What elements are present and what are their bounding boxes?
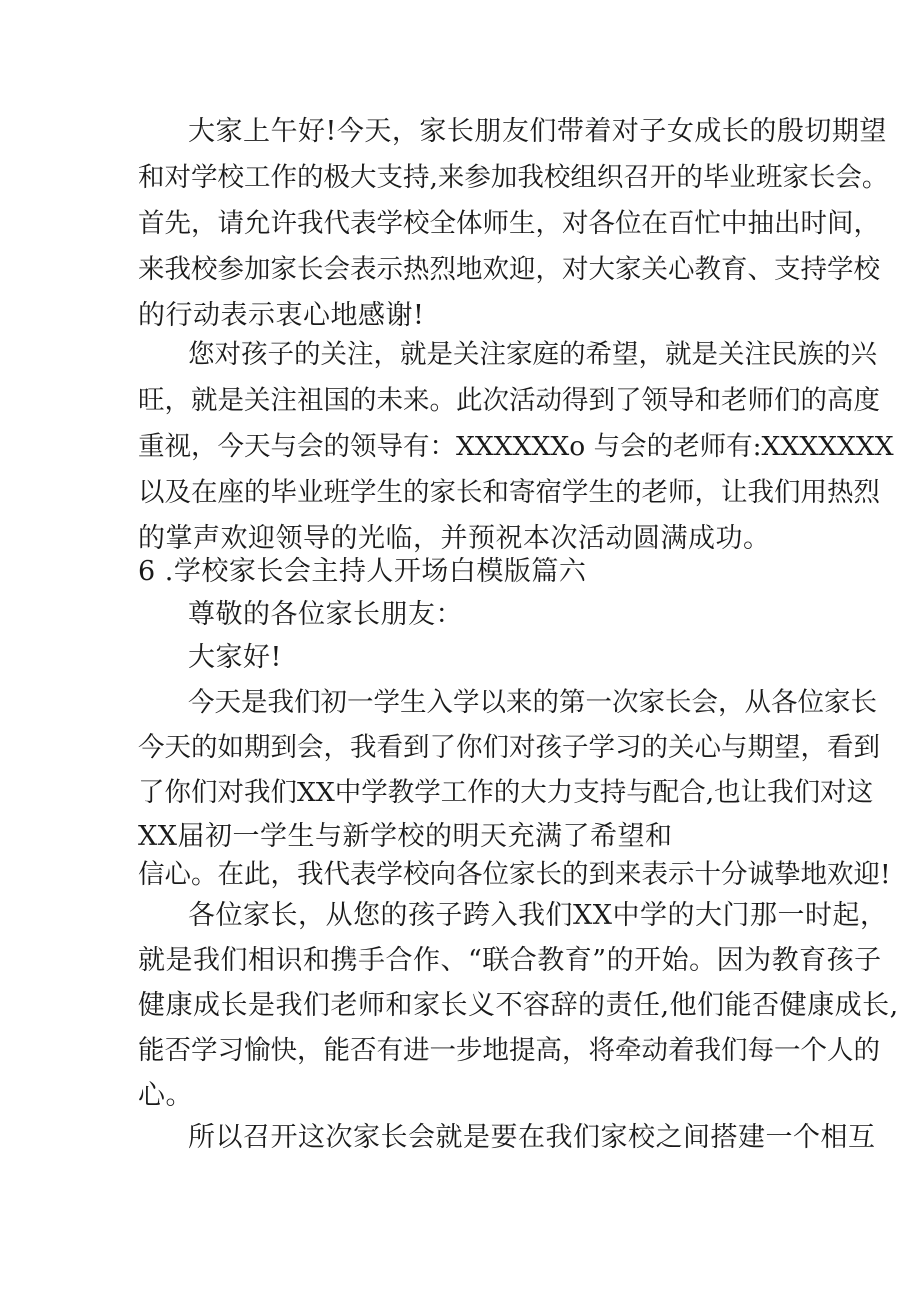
- paragraph-line: 大家上午好!今天，家长朋友们带着对子女成长的殷切期望: [188, 116, 887, 147]
- section-heading: 6 .学校家长会主持人开场白模版篇六: [138, 556, 587, 587]
- paragraph-line: 和对学校工作的极大支持,来参加我校组织召开的毕业班家长会。: [138, 162, 889, 193]
- paragraph-line: 旺，就是关注祖国的未来。此次活动得到了领导和老师们的高度: [138, 385, 880, 416]
- paragraph-line: 首先，请允许我代表学校全体师生，对各位在百忙中抽出时间，: [138, 208, 880, 239]
- salutation-line: 尊敬的各位家长朋友：: [188, 599, 463, 630]
- paragraph-line: 您对孩子的关注，就是关注家庭的希望，就是关注民族的兴: [188, 339, 877, 370]
- paragraph-line: 的掌声欢迎领导的光临，并预祝本次活动圆满成功。: [138, 523, 771, 554]
- paragraph-line: 健康成长是我们老师和家长义不容辞的责任,他们能否健康成长,: [138, 990, 899, 1021]
- paragraph-line: 了你们对我们XX中学教学工作的大力支持与配合,也让我们对这: [138, 777, 874, 808]
- paragraph-line: 今天的如期到会，我看到了你们对孩子学习的关心与期望，看到: [138, 732, 880, 763]
- paragraph-line: 信心。在此，我代表学校向各位家长的到来表示十分诚挚地欢迎!: [138, 859, 891, 890]
- paragraph-line: 就是我们相识和携手合作、“联合教育”的开始。因为教育孩子: [138, 945, 882, 976]
- paragraph-line: 所以召开这次家长会就是要在我们家校之间搭建一个相互: [188, 1122, 876, 1153]
- paragraph-line: XX届初一学生与新学校的明天充满了希望和: [138, 821, 673, 852]
- paragraph-line: 能否学习愉快，能否有进一步地提高，将牵动着我们每一个人的: [138, 1035, 880, 1066]
- paragraph-line: 各位家长，从您的孩子跨入我们XX中学的大门那一时起，: [188, 900, 888, 931]
- paragraph-line: 的行动表示衷心地感谢!: [138, 300, 425, 331]
- paragraph-line: 重视，今天与会的领导有：XXXXXXo 与会的老师有:XXXXXXX: [138, 431, 894, 462]
- paragraph-line: 今天是我们初一学生入学以来的第一次家长会，从各位家长: [188, 687, 877, 718]
- paragraph-line: 心。: [138, 1080, 193, 1111]
- paragraph-line: 以及在座的毕业班学生的家长和寄宿学生的老师，让我们用热烈: [138, 477, 880, 508]
- paragraph-line: 来我校参加家长会表示热烈地欢迎，对大家关心教育、支持学校: [138, 254, 880, 285]
- greeting-line: 大家好!: [188, 642, 282, 673]
